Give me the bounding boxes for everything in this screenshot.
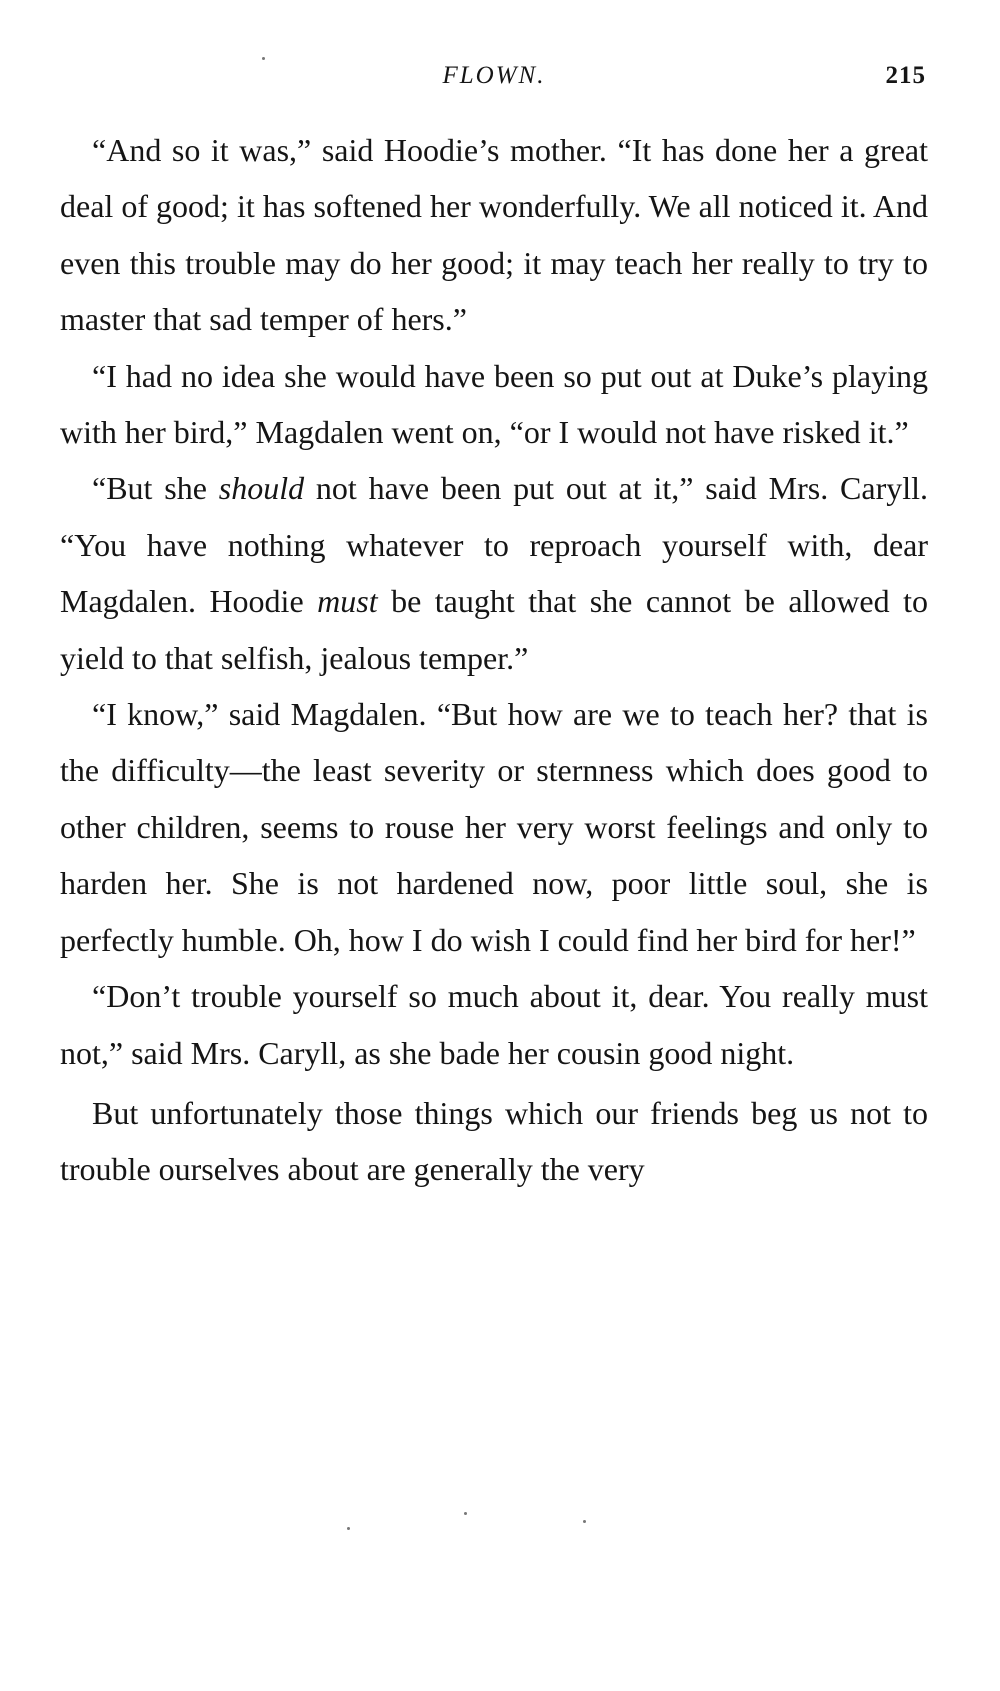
text-run: “And so it was,” said Hoodie’s mother. “It has done her a great deal of good; it has softened her wonderfully. We all noticed it. And even this trouble may do her good; it may teach her really to try to master that sad temper of hers.” (60, 132, 928, 338)
running-title: FLOWN. (442, 62, 546, 89)
text-run: But unfortunately those things which our friends beg us not to trouble ourselves about are generally the very (60, 1094, 928, 1188)
italic-emphasis: must (317, 583, 378, 620)
paragraph-3 (60, 460, 928, 686)
paper-speck (347, 1527, 350, 1530)
paragraph-4 (60, 686, 928, 968)
text-run: “I know,” said Magdalen. “But how are we to teach her? that is the difficulty—the least severity or sternness which does good to other children, seems to rouse her very worst feelings and only to harden her. She is not hardened now, poor little soul, she is perfectly humble. Oh, how I do wish I could find her bird for her!” (60, 696, 928, 958)
text-run: “Don’t trouble yourself so much about it, dear. You really must not,” said Mrs. Caryll, as she bade her cousin good night. (60, 978, 928, 1071)
paper-speck (262, 57, 265, 60)
paper-speck (464, 1512, 467, 1515)
paragraph-6 (60, 1085, 928, 1198)
text-run: “But she (92, 470, 219, 507)
page-number: 215 (885, 62, 926, 89)
paragraph-1 (60, 122, 928, 348)
paragraph-5 (60, 968, 928, 1081)
body-text (60, 122, 928, 1198)
text-run: be taught that she cannot be allowed to yield to that selfish, jealous temper.” (60, 583, 929, 676)
paper-speck (583, 1520, 586, 1523)
italic-emphasis: should (218, 470, 305, 507)
text-run: not have been put out at it,” said Mrs. Caryll. “You have nothing whatever to reproach yourself with, dear Magdalen. Hoodie (60, 470, 929, 620)
running-head (60, 62, 928, 102)
paragraph-2 (60, 348, 928, 461)
text-run: “I had no idea she would have been so put out at Duke’s playing with her bird,” Magdalen went on, “or I would not have risked it.” (60, 357, 928, 451)
